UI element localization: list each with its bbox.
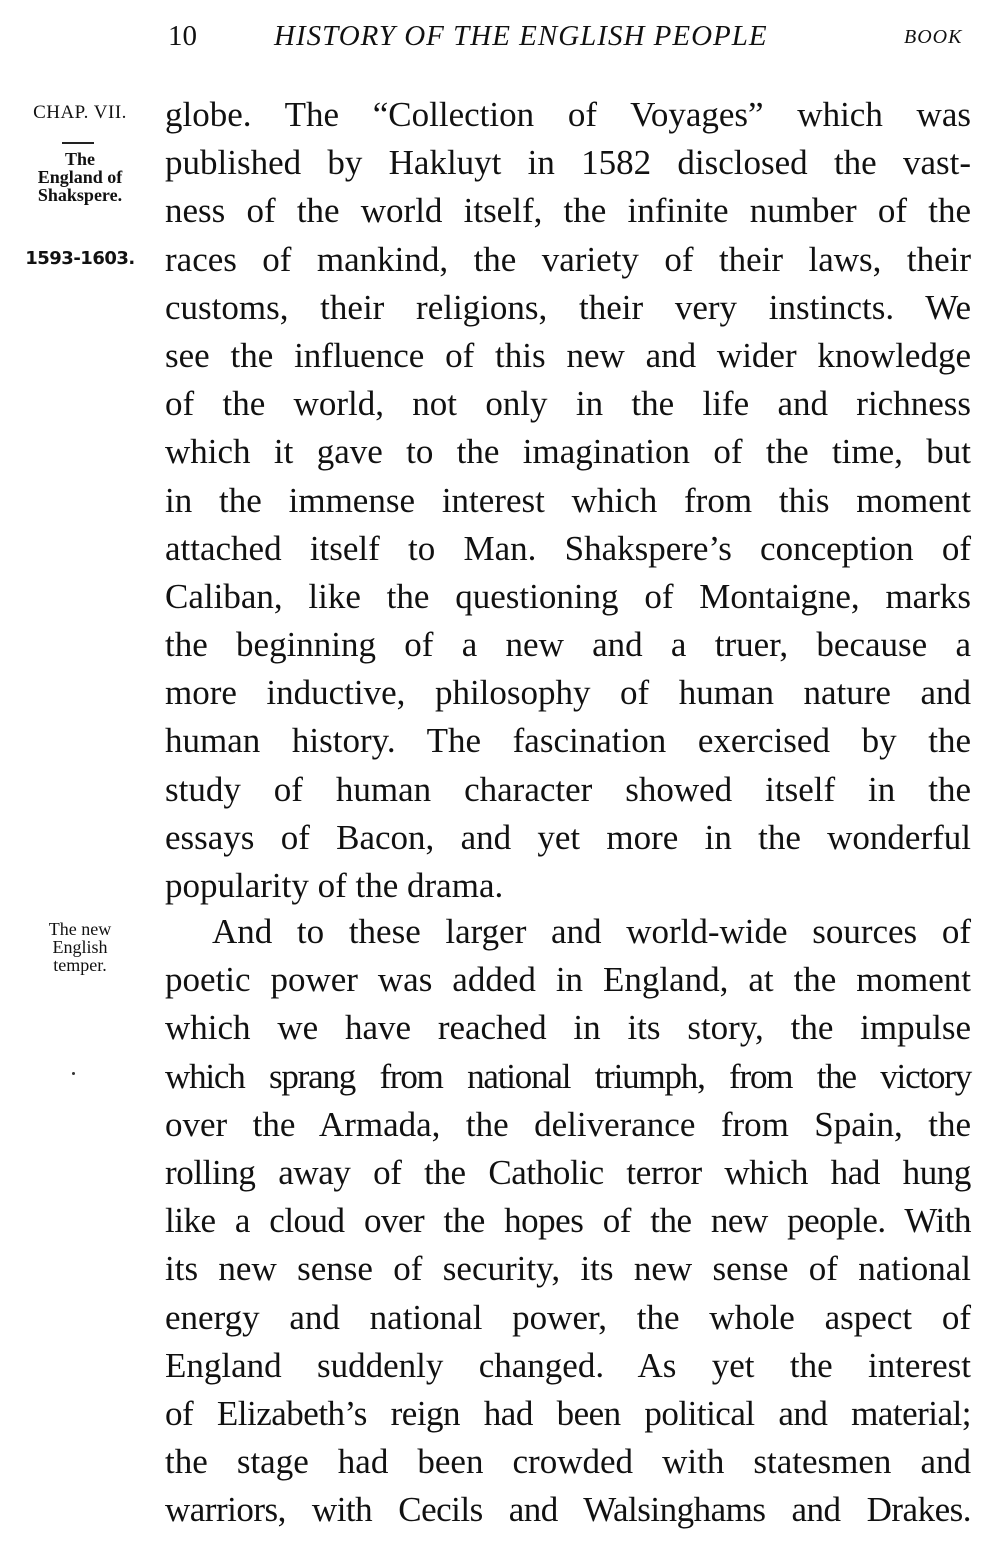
sidenote-temper-line: English bbox=[52, 937, 108, 957]
text-line: customs, their religions, their very instincts. We bbox=[165, 287, 971, 327]
text-line: which sprang from national triumph, from the victory bbox=[165, 1056, 971, 1096]
text-line: of the world, not only in the life and richness bbox=[165, 384, 971, 424]
text-line: in the immense interest which from this moment bbox=[165, 480, 971, 520]
text-line: England suddenly changed. As yet the interest bbox=[165, 1345, 971, 1385]
text-line: the beginning of a new and a truer, because a bbox=[165, 625, 971, 665]
paragraph-2 bbox=[165, 908, 971, 1534]
text-line: see the influence of this new and wider knowledge bbox=[165, 335, 971, 375]
text-line: human history. The fascination exercised by the bbox=[165, 721, 971, 761]
text-line: warriors, with Cecils and Walsinghams and Drakes. bbox=[165, 1490, 971, 1530]
text-line: which it gave to the imagination of the time, but bbox=[165, 432, 971, 472]
text-line: like a cloud over the hopes of the new people. With bbox=[165, 1201, 971, 1241]
text-line: And to these larger and world-wide sources of bbox=[212, 912, 971, 951]
page-number: 10 bbox=[168, 20, 197, 52]
text-line: of Elizabeth’s reign had been political and material; bbox=[165, 1393, 971, 1433]
paragraph-1 bbox=[165, 91, 971, 910]
sidenote-dates: 1593-1603. bbox=[25, 248, 135, 269]
text-line: poetic power was added in England, at the moment bbox=[165, 960, 971, 1000]
sidenote-temper-line: The new bbox=[48, 919, 112, 939]
text-line: ness of the world itself, the infinite number of the bbox=[165, 191, 971, 231]
running-title: HISTORY OF THE ENGLISH PEOPLE bbox=[274, 20, 768, 52]
text-line: over the Armada, the deliverance from Spain, the bbox=[165, 1104, 971, 1144]
text-line: races of mankind, the variety of their laws, their bbox=[165, 239, 971, 279]
text-line: published by Hakluyt in 1582 disclosed the vast- bbox=[165, 143, 971, 183]
text-line: rolling away of the Catholic terror which had hung bbox=[165, 1152, 971, 1192]
text-line: the stage had been crowded with statesmen and bbox=[165, 1442, 971, 1482]
text-line: study of human character showed itself in the bbox=[165, 769, 971, 809]
sidenote-rule bbox=[62, 142, 94, 144]
sidenote-new-temper bbox=[10, 920, 150, 974]
text-line: attached itself to Man. Shakspere’s conception of bbox=[165, 528, 971, 568]
text-line: Caliban, like the questioning of Montaigne, marks bbox=[165, 576, 971, 616]
text-line: popularity of the drama. bbox=[165, 866, 504, 905]
text-line: more inductive, philosophy of human nature and bbox=[165, 673, 971, 713]
sidenote-subject-line: Shakspere. bbox=[37, 185, 123, 205]
text-line: energy and national power, the whole aspect of bbox=[165, 1297, 971, 1337]
sidenote-temper-line: temper. bbox=[53, 955, 107, 975]
sidenote-subject bbox=[10, 150, 150, 204]
sidenote-subject-line: England of bbox=[37, 167, 123, 187]
sidenote-subject-line: The bbox=[64, 149, 95, 169]
text-line: essays of Bacon, and yet more in the wonderful bbox=[165, 817, 971, 857]
text-line: which we have reached in its story, the impulse bbox=[165, 1008, 971, 1048]
running-header bbox=[0, 20, 1000, 60]
stray-mark bbox=[72, 1072, 75, 1075]
text-line: its new sense of security, its new sense of national bbox=[165, 1249, 971, 1289]
book-label: BOOK bbox=[904, 26, 963, 48]
text-line: globe. The “Collection of Voyages” which was bbox=[165, 95, 971, 134]
sidenote-chapter: CHAP. VII. bbox=[33, 102, 127, 123]
